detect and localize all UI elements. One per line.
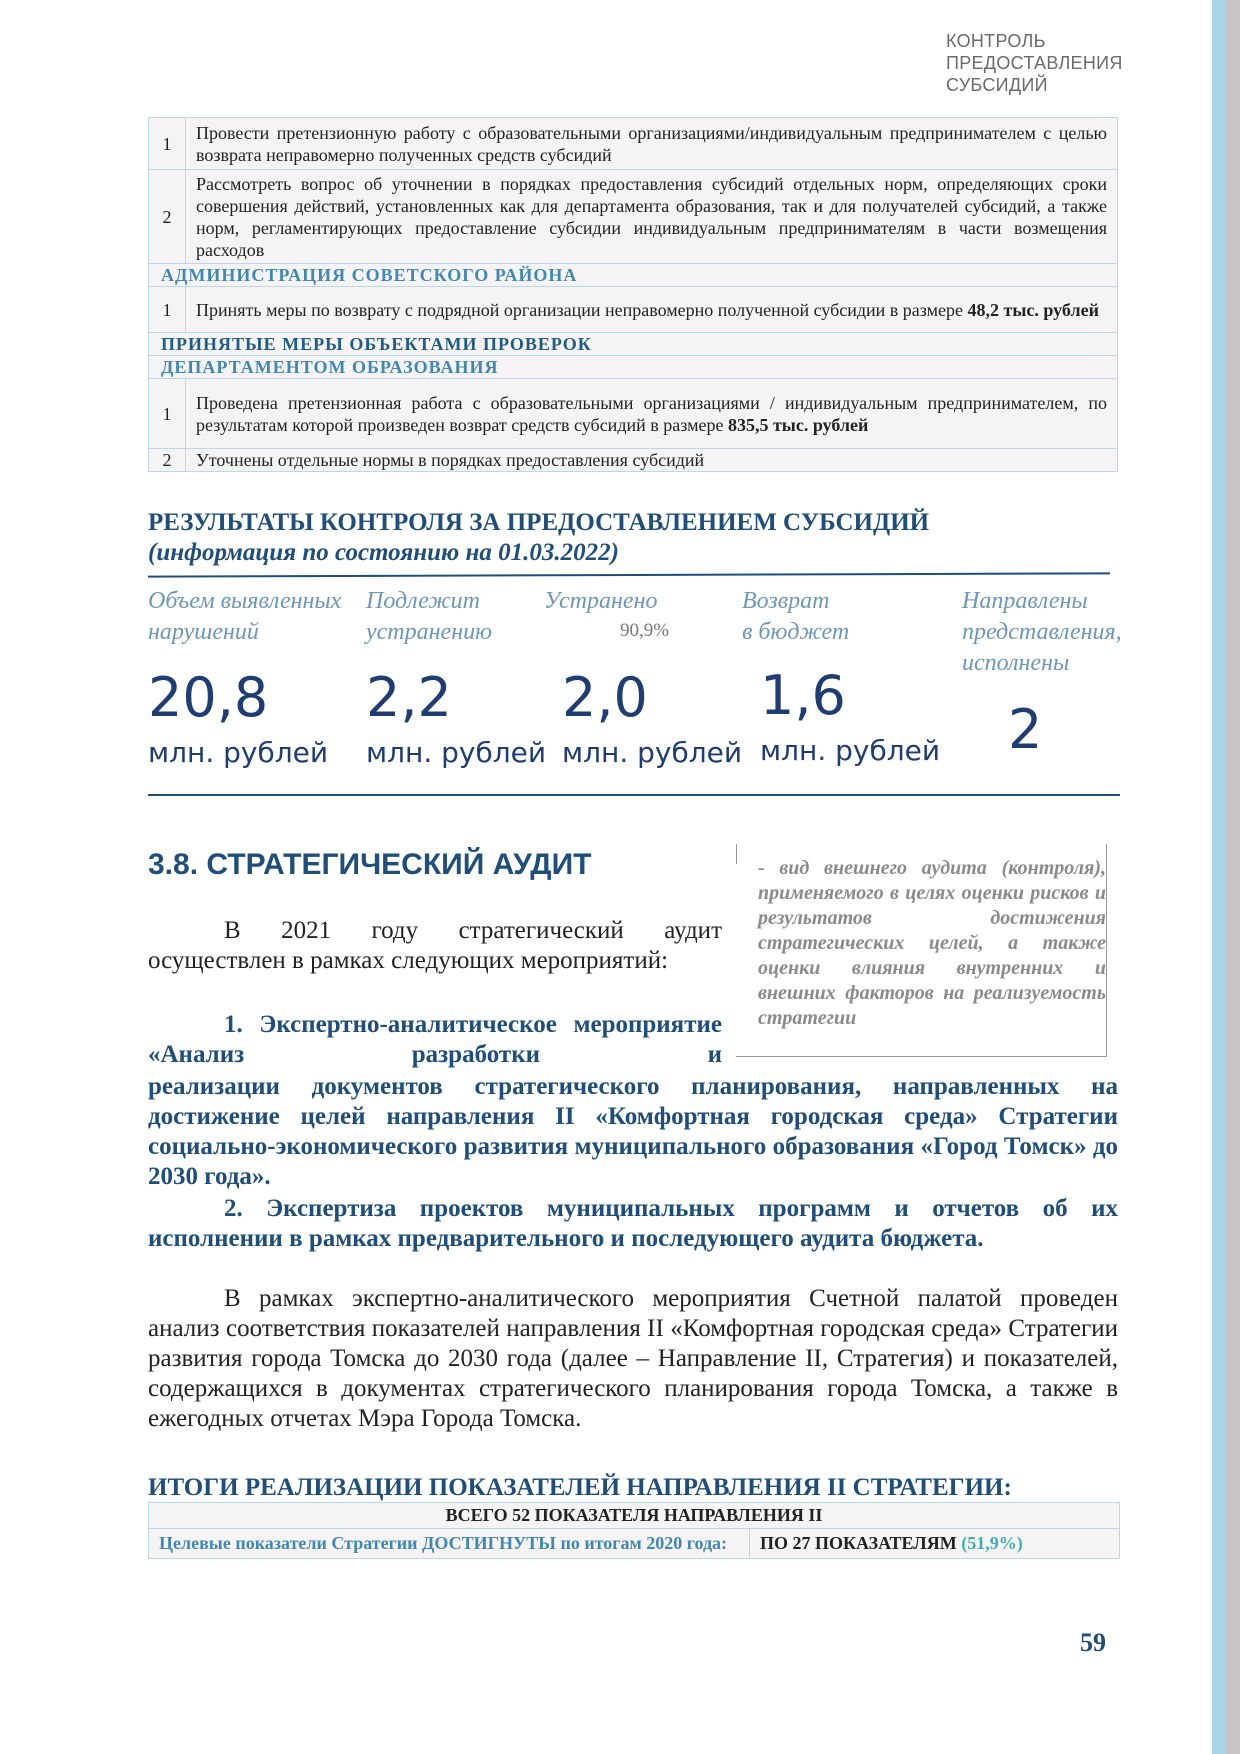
side-stripe-gray	[1226, 0, 1240, 1754]
taken-measures-header: ПРИНЯТЫЕ МЕРЫ ОБЪЕКТАМИ ПРОВЕРОК	[149, 333, 1118, 356]
itogi-value-count: ПО 27 ПОКАЗАТЕЛЯМ	[760, 1533, 957, 1553]
stat-unit: млн. рублей	[562, 736, 743, 769]
dept-header: ДЕПАРТАМЕНТОМ ОБРАЗОВАНИЯ	[149, 356, 1118, 379]
stat-label	[962, 586, 1122, 679]
item-1-start: 1. Экспертно-аналитическое мероприятие «Анализ разработки и	[148, 1011, 722, 1068]
stat-label-line: Объем выявленных	[148, 588, 342, 614]
itogi-title: ИТОГИ РЕАЛИЗАЦИИ ПОКАЗАТЕЛЕЙ НАПРАВЛЕНИЯ II СТРАТЕГИИ:	[148, 1474, 1012, 1501]
table-row	[149, 1529, 1120, 1559]
row-number: 1	[149, 118, 186, 170]
stat-label-line: Направлены	[962, 588, 1088, 614]
stat-unit: млн. рублей	[760, 734, 941, 767]
divider-line	[148, 794, 1120, 796]
row-number: 2	[149, 170, 186, 264]
stat-label	[366, 586, 492, 648]
stat-label-line: Устранено	[544, 588, 658, 614]
row-text	[186, 287, 1118, 333]
stat-label	[742, 586, 849, 648]
stat-label	[148, 586, 341, 648]
admin-header: АДМИНИСТРАЦИЯ СОВЕТСКОГО РАЙОНА	[149, 264, 1118, 287]
table-row	[149, 118, 1118, 170]
table-row	[149, 170, 1118, 264]
row-number: 1	[149, 379, 186, 449]
table-row	[149, 449, 1118, 472]
item-2: 2. Экспертиза проектов муниципальных программ и отчетов об их исполнении в рамках предварительного и последующего аудита бюджета.	[148, 1195, 1118, 1252]
item-1-rest: реализации документов стратегического планирования, направленных на достижение целей направления II «Комфортная городская среда» Стратегии социально-экономического развития муниципального образования «Город Томск» до 2030 года».	[148, 1073, 1118, 1190]
row-number: 2	[149, 449, 186, 472]
page-number: 59	[1080, 1628, 1106, 1657]
analysis-paragraph: В рамках экспертно-аналитического мероприятия Счетной палатой проведен анализ соответствия показателей направления II «Комфортная городская среда» Стратегии развития города Томска до 2030 года (далее – Направление II, Стратегия) и показателей, содержащихся в документах стратегического планирования города Томска, а также в ежегодных отчетах Мэра Города Томска.	[148, 1285, 1118, 1432]
divider-line	[148, 572, 1110, 577]
table-section-header	[149, 264, 1118, 287]
results-subtitle: (информация по состоянию на 01.03.2022)	[148, 539, 619, 566]
stat-label-line: исполнены	[962, 650, 1070, 676]
section-title: 3.8. СТРАТЕГИЧЕСКИЙ АУДИТ	[148, 848, 592, 881]
row-text: Уточнены отдельные нормы в порядках предоставления субсидий	[186, 449, 1118, 472]
stat-value: 1,6	[760, 664, 846, 727]
running-head-line: ПРЕДОСТАВЛЕНИЯ	[946, 53, 1123, 73]
running-head-line: КОНТРОЛЬ	[946, 31, 1046, 51]
row-text-main: Проведена претензионная работа с образовательными организациями / индивидуальным предпринимателем, по результатам которой произведен возврат средств субсидий в размере	[196, 392, 1107, 435]
table-row	[149, 287, 1118, 333]
stat-percent: 90,9%	[620, 620, 670, 641]
definition-text: - вид внешнего аудита (контроля), применяемого в целях оценки рисков и результатов достижения стратегических целей, а также оценки влияния внутренних и внешних факторов на реализуемость стратегии	[758, 857, 1106, 1029]
row-amount: 48,2 тыс. рублей	[967, 299, 1099, 320]
stat-label	[544, 586, 657, 617]
side-stripe-blue	[1212, 0, 1226, 1754]
stat-label-line: Подлежит	[366, 588, 480, 614]
stat-value: 2,0	[562, 666, 648, 729]
results-title: РЕЗУЛЬТАТЫ КОНТРОЛЯ ЗА ПРЕДОСТАВЛЕНИЕМ СУБСИДИЙ	[148, 509, 930, 536]
row-text-main: Принять меры по возврату с подрядной организации неправомерно полученной субсидии в размере	[196, 299, 968, 320]
row-text: Рассмотреть вопрос об уточнении в порядках предоставления субсидий отдельных норм, определяющих сроки совершения действий, установленных как для департамента образования, так и для получателей субсидий, а также норм, регламентирующих предоставление субсидии индивидуальным предпринимателям в части возмещения расходов	[186, 170, 1118, 264]
stat-value: 20,8	[148, 666, 269, 729]
stat-label-line: в бюджет	[742, 619, 850, 645]
itogi-total: ВСЕГО 52 ПОКАЗАТЕЛЯ НАПРАВЛЕНИЯ II	[149, 1503, 1120, 1529]
stat-unit: млн. рублей	[148, 736, 329, 769]
row-number: 1	[149, 287, 186, 333]
itogi-table	[148, 1502, 1120, 1559]
stat-label-line: Возврат	[742, 588, 830, 614]
row-text	[186, 379, 1118, 449]
row-text: Провести претензионную работу с образовательными организациями/индивидуальным предпринимателем с целью возврата неправомерно полученных средств субсидий	[186, 118, 1118, 170]
stat-value: 2,2	[366, 666, 452, 729]
stat-label-line: представления,	[962, 619, 1122, 645]
results-heading	[148, 508, 1148, 568]
table-row	[149, 379, 1118, 449]
stat-label-line: устранению	[366, 619, 493, 645]
stat-unit: млн. рублей	[366, 736, 547, 769]
itogi-value	[750, 1529, 1120, 1559]
running-head-line: СУБСИДИЙ	[946, 75, 1048, 95]
intro-paragraph: В 2021 году стратегический аудит осуществлен в рамках следующих мероприятий:	[148, 917, 722, 974]
itogi-label: Целевые показатели Стратегии ДОСТИГНУТЫ по итогам 2020 года:	[149, 1529, 750, 1559]
table-row	[149, 1503, 1120, 1529]
itogi-value-percent: (51,9%)	[961, 1533, 1023, 1553]
table-section-header	[149, 333, 1118, 356]
stat-label-line: нарушений	[148, 619, 259, 645]
row-amount: 835,5 тыс. рублей	[727, 414, 869, 435]
stat-value: 2	[1008, 698, 1043, 761]
measures-table	[148, 117, 1118, 472]
running-head	[946, 30, 1166, 96]
table-section-header	[149, 356, 1118, 379]
